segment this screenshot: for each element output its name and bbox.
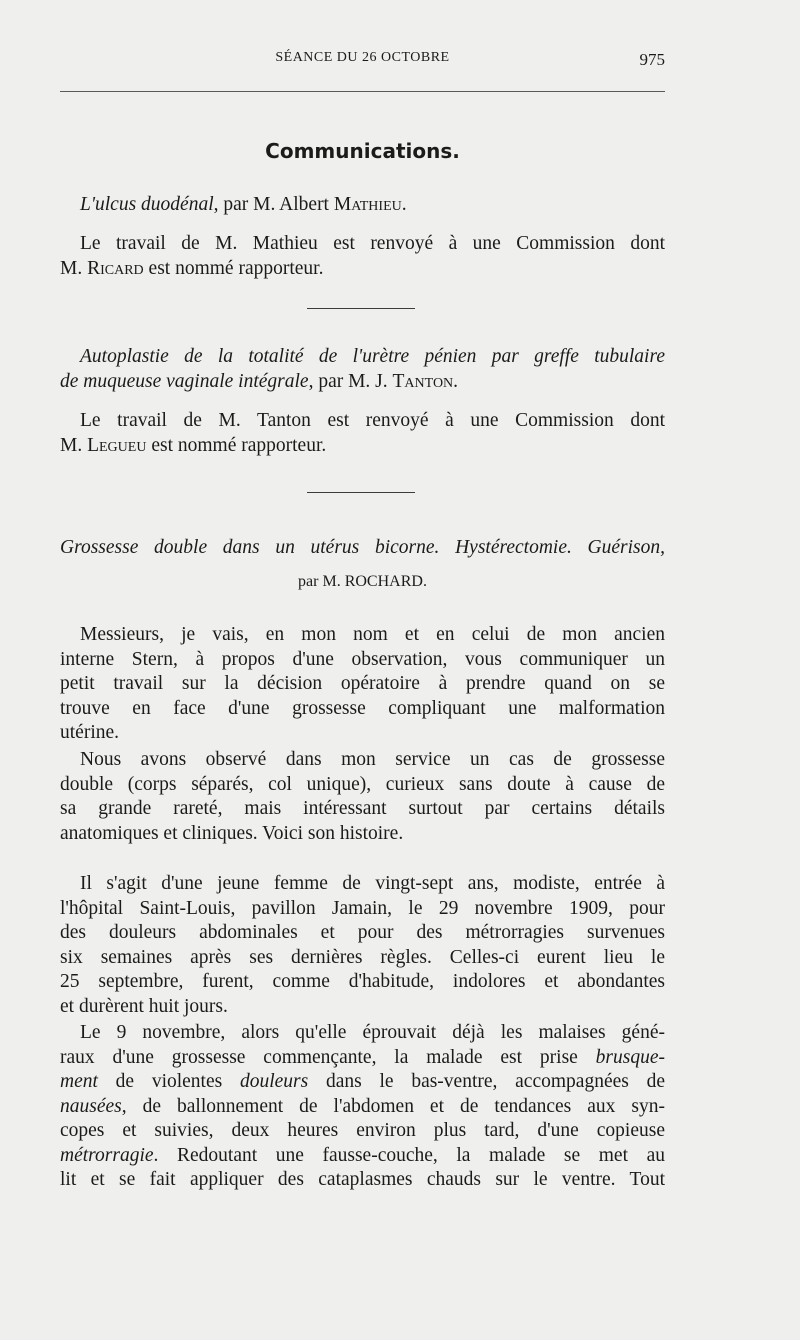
text-line: double (corps séparés, col unique), curieux sans doute à cause de (60, 773, 665, 795)
header-rule (60, 91, 665, 92)
text-line: utérine. (60, 722, 120, 743)
text-line: anatomiques et cliniques. Voici son histoire. (60, 822, 404, 844)
text-line: et durèrent huit jours. (60, 995, 228, 1017)
text-line: copes et suivies, deux heures environ plus tard, d'une copieuse (60, 1120, 665, 1141)
page-number: 975 (639, 50, 665, 69)
comm3-title-text: Grossesse double dans un utérus bicorne. Hystérectomie. Guérison, (60, 537, 665, 558)
text-line: Nous avons observé dans mon service un cas de grossesse (80, 749, 665, 770)
comm2-rapporteur: Legueu (87, 434, 147, 456)
text-line: petit travail sur la décision opératoire à prendre quand on se (60, 673, 665, 694)
italic-span: ment (60, 1071, 98, 1092)
text-line: six semaines après ses dernières règles. Celles-ci eurent lieu le (60, 946, 665, 968)
comm1-title: L'ulcus duodénal, par M. Albert Mathieu. (80, 194, 407, 215)
comm1-title-italic: L'ulcus duodénal (80, 194, 214, 215)
text-line: trouve en face d'une grossesse compliquant une malformation (60, 697, 665, 719)
comm2-body (60, 409, 665, 458)
running-title: SÉANCE DU 26 OCTOBRE (275, 50, 450, 65)
italic-span: douleurs (239, 1071, 309, 1092)
text-line: Messieurs, je vais, en mon nom et en celui de mon ancien (80, 624, 665, 645)
paragraph-4 (60, 1021, 665, 1193)
comm2-line1: Le travail de M. Tanton est renvoyé à une Commission dont (80, 410, 665, 431)
paragraph-3 (60, 872, 665, 1019)
text-line: sa grande rareté, mais intéressant surtout par certains détails (60, 798, 665, 819)
comm2-title: Autoplastie de la totalité de l'urètre pénien par greffe tubulaire de muqueuse vaginale intégrale, par M. J. Tanton. (60, 346, 665, 392)
text-line: des douleurs abdominales et pour des métrorragies survenues (60, 922, 665, 943)
text-line: 25 septembre, furent, comme d'habitude, indolores et abondantes (60, 971, 665, 992)
comm1-author: Mathieu (333, 194, 402, 215)
comm2-line2-suffix: est nommé rapporteur. (146, 434, 327, 456)
comm2-title-line1: Autoplastie de la totalité de l'urètre pénien par greffe tubulaire (80, 346, 665, 367)
separator-rule (307, 308, 415, 309)
comm1-rapporteur: Ricard (87, 257, 144, 279)
section-title: Communications. (265, 139, 460, 163)
comm3-title (60, 536, 665, 561)
text-line: l'hôpital Saint-Louis, pavillon Jamain, le 29 novembre 1909, pour (60, 897, 665, 919)
comm2-byline: , par M. J. (308, 370, 393, 392)
text-span: raux d'une grossesse commençante, la malade est prise (60, 1046, 596, 1068)
comm1-line2-suffix: est nommé rapporteur. (143, 257, 324, 279)
comm1-byline: , par M. Albert (213, 194, 334, 215)
text-span: , de ballonnement de l'abdomen et de tendances aux syn- (121, 1095, 665, 1117)
italic-span: nausées (60, 1095, 122, 1117)
running-head (60, 50, 665, 74)
text-line: Il s'agit d'une jeune femme de vingt-sept ans, modiste, entrée à (80, 873, 665, 894)
text-span: de violentes (97, 1071, 240, 1092)
text-line: Le 9 novembre, alors qu'elle éprouvait déjà les malaises géné- (80, 1022, 665, 1043)
text-span: . Redoutant une fausse-couche, la malade se met au (153, 1144, 665, 1166)
comm2-title-line2: de muqueuse vaginale intégrale (60, 370, 309, 392)
text-line: lit et se fait appliquer des cataplasmes chauds sur le ventre. Tout (60, 1169, 665, 1190)
paragraph-2 (60, 748, 665, 846)
comm1-body (60, 232, 665, 281)
text-line: interne Stern, à propos d'une observation, vous communiquer un (60, 648, 665, 670)
italic-span: métrorragie (60, 1144, 154, 1166)
paragraph-1 (60, 623, 665, 746)
comm2-line2-prefix: M. (60, 434, 88, 456)
comm3-byline: par M. ROCHARD. (298, 573, 427, 590)
comm2-author: Tanton (392, 370, 454, 392)
text-span: dans le bas-ventre, accompagnées de (308, 1071, 665, 1092)
comm1-line1: Le travail de M. Mathieu est renvoyé à une Commission dont (80, 233, 665, 254)
separator-rule (307, 492, 415, 493)
comm1-line2-prefix: M. (60, 257, 88, 279)
italic-span: brusque- (595, 1046, 665, 1068)
